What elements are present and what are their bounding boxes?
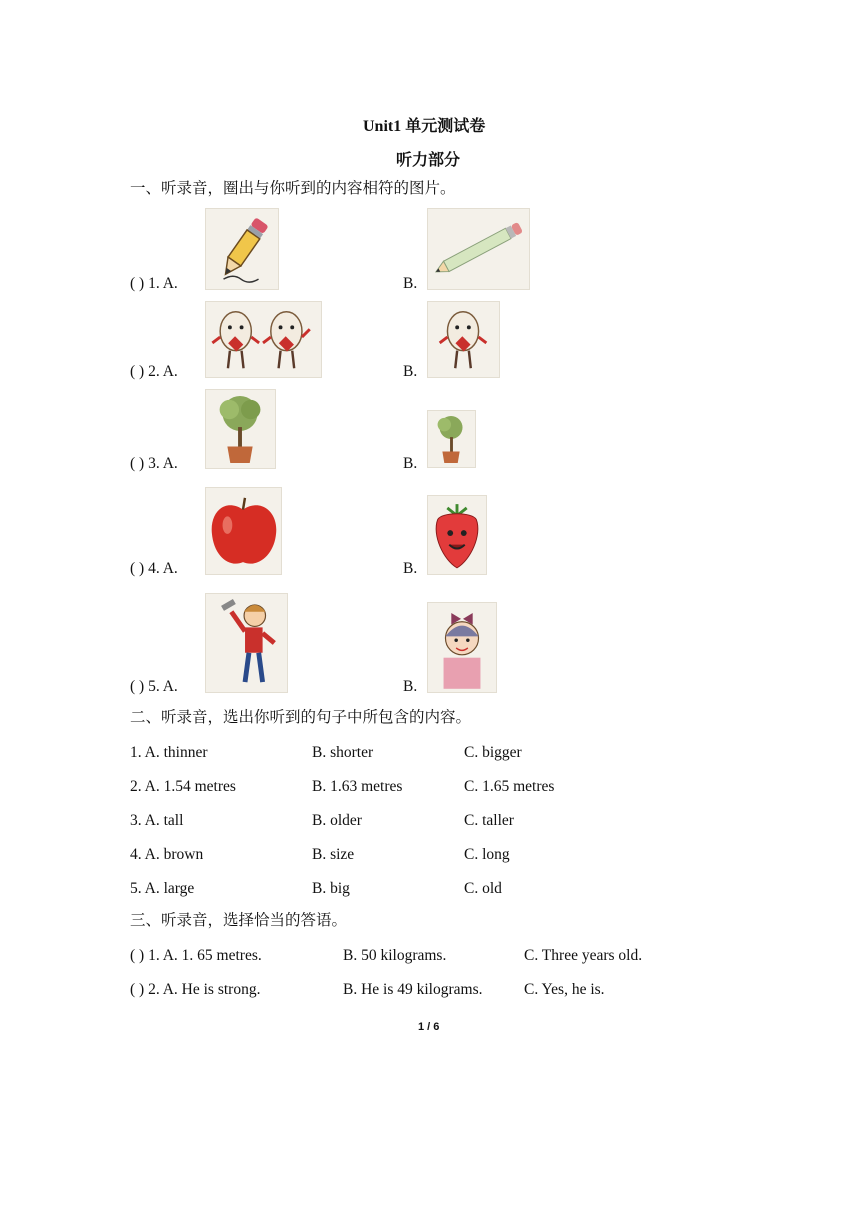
s3-row1-a: ( ) 1. A. 1. 65 metres.	[130, 947, 262, 964]
s2-row1-c: C. bigger	[464, 744, 522, 761]
s1-item2-b-label: B.	[403, 363, 418, 380]
s2-row1-b: B. shorter	[312, 744, 374, 761]
s2-row2-a: 2. A. 1.54 metres	[130, 778, 236, 795]
section1-instruction: 一、听录音，圈出与你听到的内容相符的图片。	[130, 180, 456, 197]
s1-item5-b-label: B.	[403, 678, 418, 695]
s1-item1-prefix: ( ) 1. A.	[130, 275, 178, 292]
s2-row2-b: B. 1.63 metres	[312, 778, 403, 795]
boy-lifting-dumbbell-icon	[205, 593, 288, 693]
long-pencil-icon	[427, 208, 530, 290]
strawberry-icon	[427, 495, 487, 575]
small-tree-icon	[427, 410, 476, 468]
s3-row1-c: C. Three years old.	[524, 947, 643, 964]
s3-row2-a: ( ) 2. A. He is strong.	[130, 981, 261, 998]
short-pencil-icon	[205, 208, 279, 290]
s1-item5-prefix: ( ) 5. A.	[130, 678, 178, 695]
s2-row5-a: 5. A. large	[130, 880, 195, 897]
s2-row4-b: B. size	[312, 846, 355, 863]
apple-icon	[205, 487, 282, 575]
page-subtitle: 听力部分	[396, 152, 461, 169]
section3-instruction: 三、听录音，选择恰当的答语。	[130, 912, 348, 929]
s2-row3-a: 3. A. tall	[130, 812, 184, 829]
s2-row3-c: C. taller	[464, 812, 514, 829]
s2-row3-b: B. older	[312, 812, 362, 829]
s3-row2-c: C. Yes, he is.	[524, 981, 605, 998]
s1-item4-b-label: B.	[403, 560, 418, 577]
s1-item1-b-label: B.	[403, 275, 418, 292]
page-title: Unit1 单元测试卷	[363, 118, 486, 135]
s1-item2-prefix: ( ) 2. A.	[130, 363, 178, 380]
s2-row4-c: C. long	[464, 846, 510, 863]
one-eggman-icon	[427, 301, 500, 378]
s3-row2-b: B. He is 49 kilograms.	[343, 981, 483, 998]
two-eggmen-icon	[205, 301, 322, 378]
s1-item3-b-label: B.	[403, 455, 418, 472]
s3-row1-b: B. 50 kilograms.	[343, 947, 447, 964]
s2-row5-b: B. big	[312, 880, 350, 897]
girl-with-bow-icon	[427, 602, 497, 693]
page-number: 1 / 6	[418, 1021, 440, 1033]
s2-row5-c: C. old	[464, 880, 502, 897]
s2-row4-a: 4. A. brown	[130, 846, 204, 863]
big-tree-icon	[205, 389, 276, 469]
section2-instruction: 二、听录音，选出你听到的句子中所包含的内容。	[130, 709, 472, 726]
s1-item4-prefix: ( ) 4. A.	[130, 560, 178, 577]
s2-row1-a: 1. A. thinner	[130, 744, 208, 761]
s1-item3-prefix: ( ) 3. A.	[130, 455, 178, 472]
s2-row2-c: C. 1.65 metres	[464, 778, 555, 795]
